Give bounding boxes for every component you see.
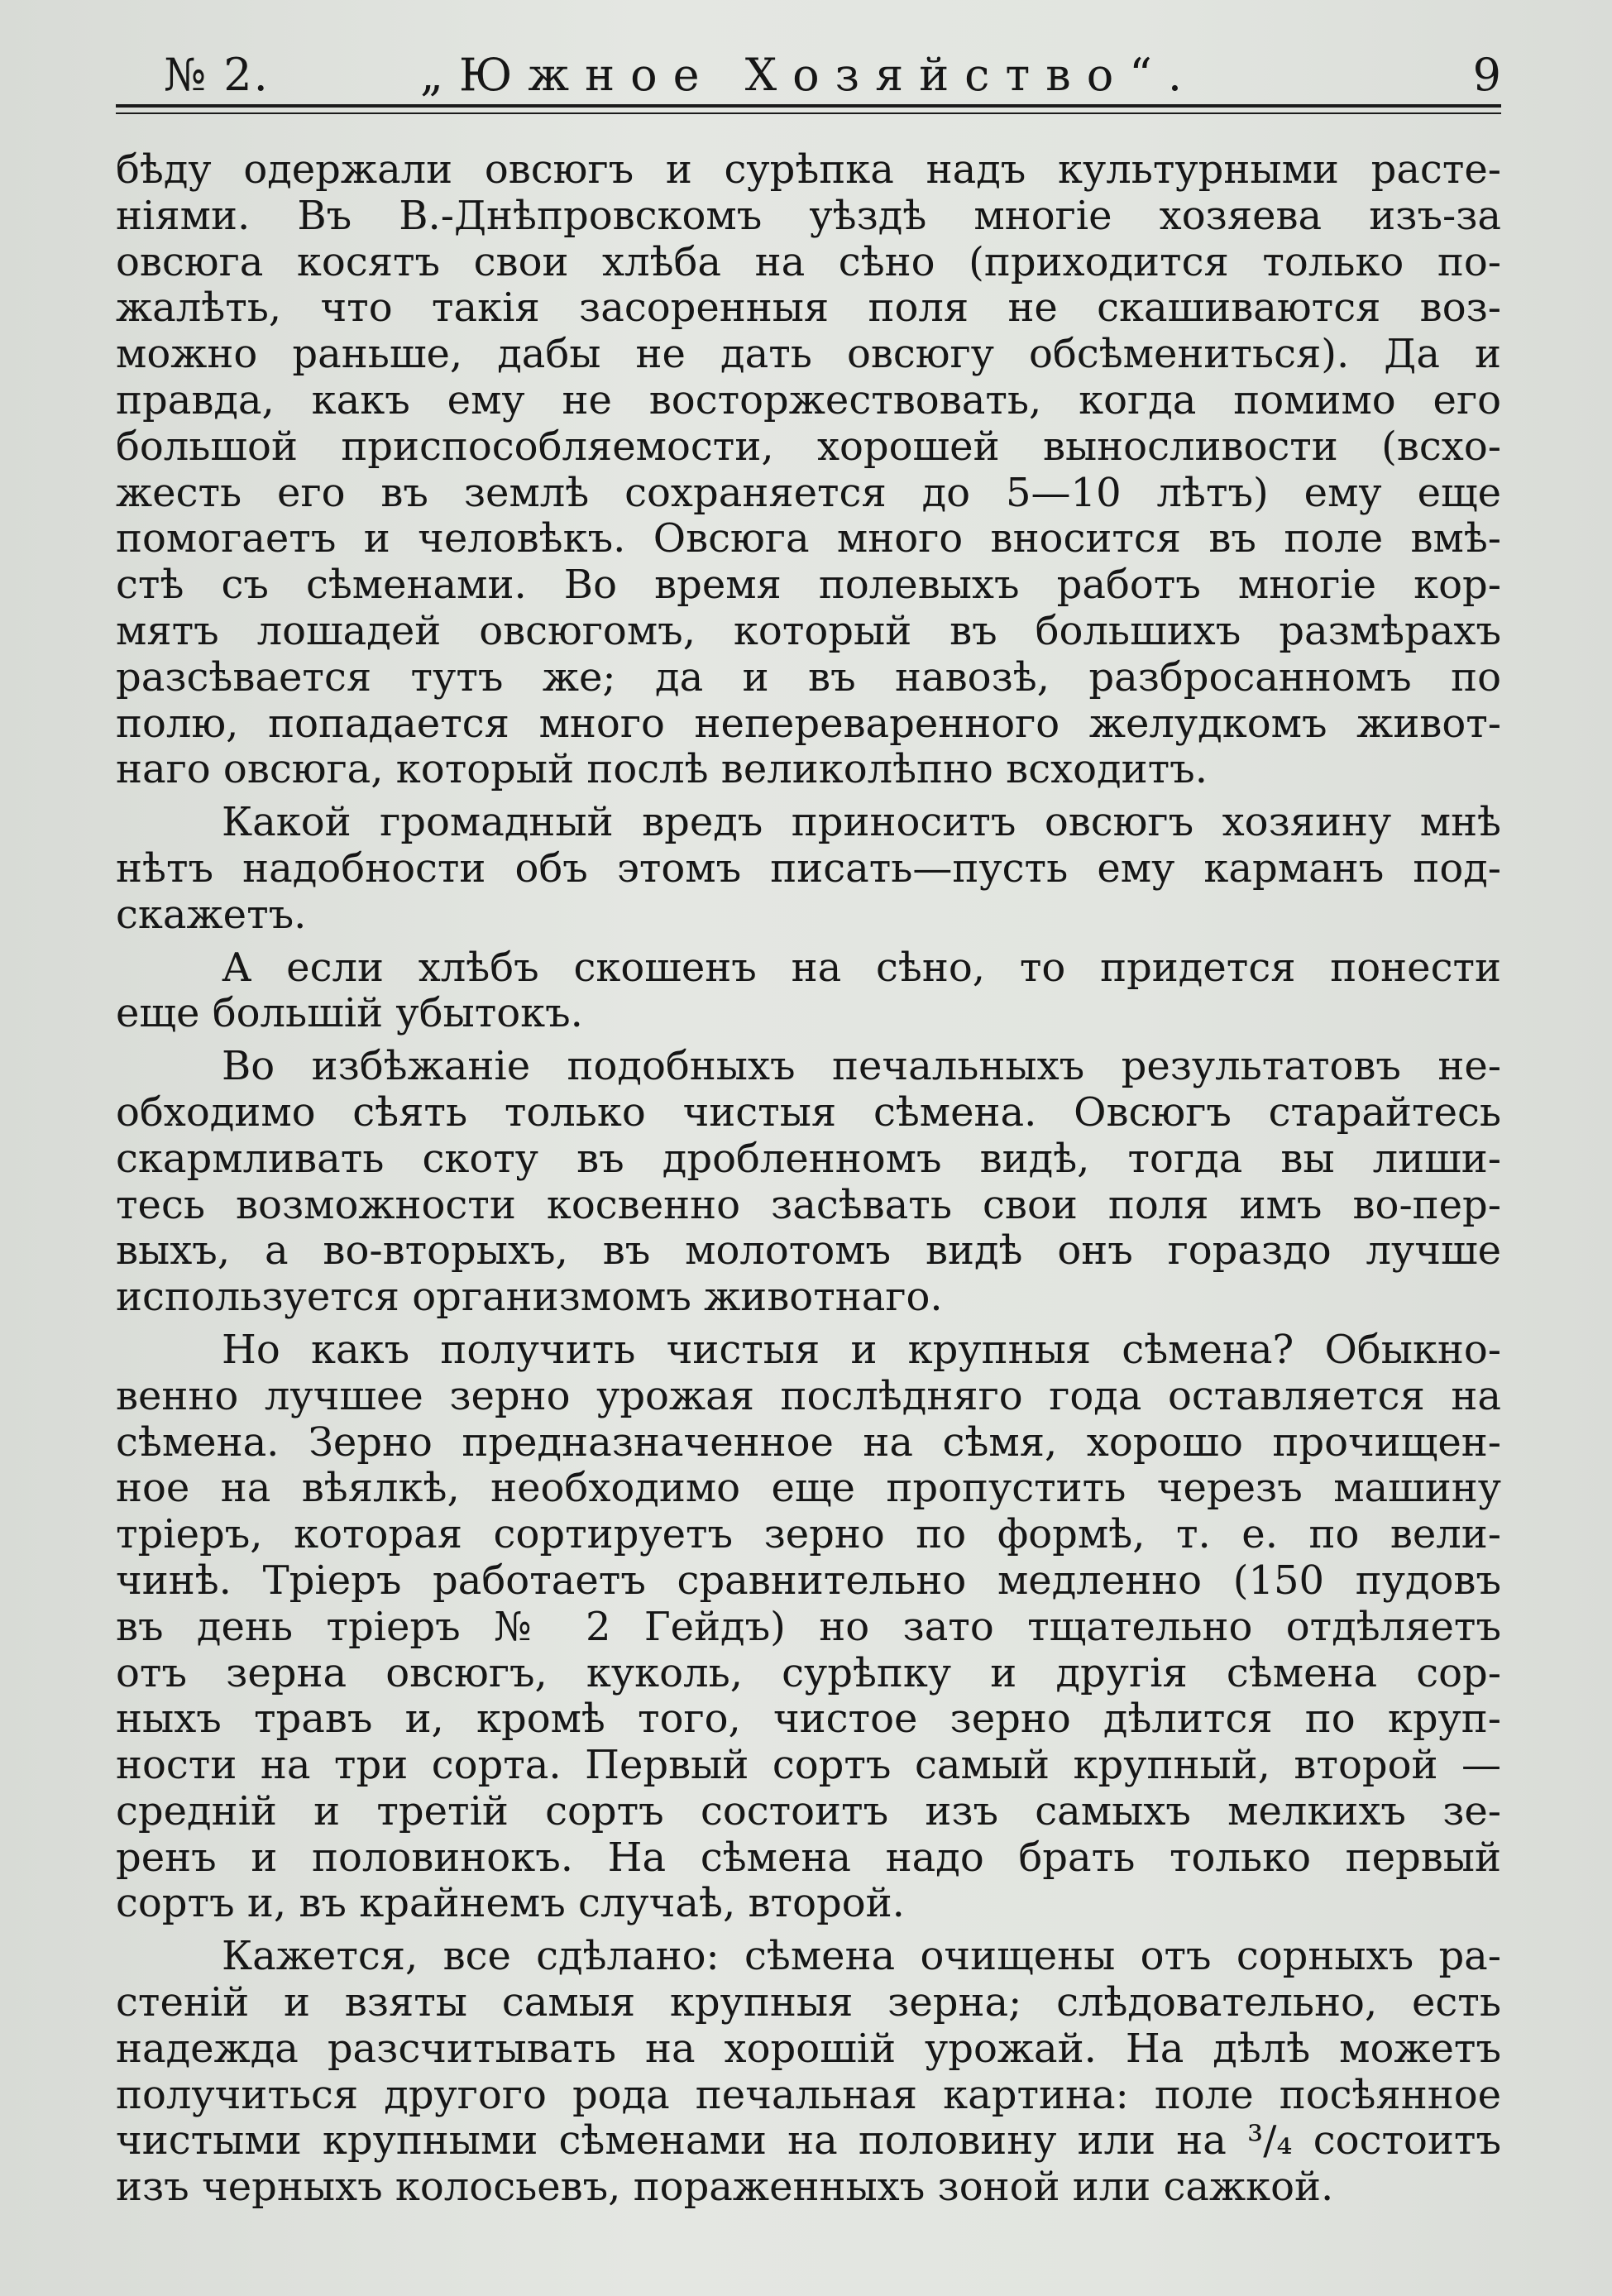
text-line: мятъ лошадей овсюгомъ, который въ большихъ размѣрахъ <box>116 607 1501 654</box>
text-line: разсѣвается тутъ же; да и въ навозѣ, разбросанномъ по <box>116 653 1501 701</box>
text-line: овсюга косятъ свои хлѣба на сѣно (приходится только по- <box>116 238 1501 285</box>
text-line: чинѣ. Тріеръ работаетъ сравнительно медленно (150 пудовъ <box>116 1557 1501 1604</box>
text-line: помогаетъ и человѣкъ. Овсюга много вносится въ поле вмѣ- <box>116 515 1501 562</box>
paragraph <box>116 800 1501 938</box>
text-line: изъ черныхъ колосьевъ, пораженныхъ зоной или сажкой. <box>116 2164 1334 2211</box>
text-line: еще большій убытокъ. <box>116 990 583 1037</box>
text-line: жесть его въ землѣ сохраняется до 5—10 лѣтъ) ему еще <box>116 469 1501 516</box>
paragraph <box>116 945 1501 1038</box>
text-line: сортъ и, въ крайнемъ случаѣ, второй. <box>116 1880 905 1927</box>
text-line: въ день тріеръ № 2 Гейдъ) но зато тщательно отдѣляетъ <box>116 1603 1501 1650</box>
text-line: отъ зерна овсюгъ, куколь, сурѣпку и другія сѣмена сор- <box>116 1649 1501 1696</box>
text-line: ное на вѣялкѣ, необходимо еще пропустить черезъ машину <box>116 1465 1501 1512</box>
text-line: чистыми крупными сѣменами на половину или на ³/₄ состоитъ <box>116 2117 1501 2164</box>
text-line: получиться другого рода печальная картина: поле посѣянное <box>116 2071 1501 2118</box>
text-line: стѣ съ сѣменами. Во время полевыхъ работъ многіе кор- <box>116 562 1501 609</box>
article-body <box>116 147 1501 2211</box>
text-line: надежда разсчитывать на хорошій урожай. На дѣлѣ можетъ <box>116 2025 1501 2072</box>
text-line: Но какъ получить чистыя и крупныя сѣмена? Обыкно- <box>222 1326 1501 1373</box>
text-line: скажетъ. <box>116 891 307 938</box>
header-rule-thin <box>116 112 1501 114</box>
text-line: наго овсюга, который послѣ великолѣпно всходитъ. <box>116 746 1208 793</box>
text-line: венно лучшее зерно урожая послѣдняго года оставляется на <box>116 1372 1501 1419</box>
paragraph <box>116 1934 1501 2211</box>
text-line: средній и третій сортъ состоитъ изъ самыхъ мелкихъ зе- <box>116 1787 1501 1834</box>
text-line: тріеръ, которая сортируетъ зерно по формѣ, т. е. по вели- <box>116 1511 1501 1558</box>
paragraph <box>116 1044 1501 1321</box>
text-line: ніями. Въ В.-Днѣпровскомъ уѣздѣ многіе хозяева изъ-за <box>116 192 1501 239</box>
issue-number: № 2. <box>164 49 270 101</box>
text-line: Кажется, все сдѣлано: сѣмена очищены отъ сорныхъ ра- <box>222 1933 1501 1980</box>
text-line: обходимо сѣять только чистыя сѣмена. Овсюгъ старайтесь <box>116 1088 1501 1136</box>
text-line: жалѣть, что такія засоренныя поля не скашиваются воз- <box>116 285 1501 332</box>
text-line: используется организмомъ животнаго. <box>116 1274 943 1321</box>
text-line: стеній и взяты самыя крупныя зерна; слѣдовательно, есть <box>116 1979 1501 2026</box>
text-line: ренъ и половинокъ. На сѣмена надо брать только первый <box>116 1834 1501 1881</box>
text-line: скармливать скоту въ дробленномъ видѣ, тогда вы лиши- <box>116 1135 1501 1182</box>
journal-title: „Южное Хозяйство“. <box>420 49 1198 101</box>
text-line: большой приспособляемости, хорошей выносливости (всхо- <box>116 423 1501 470</box>
paragraph <box>116 1327 1501 1927</box>
text-line: ности на три сорта. Первый сортъ самый крупный, второй — <box>116 1742 1501 1789</box>
header-rule-thick <box>116 104 1501 108</box>
text-line: бѣду одержали овсюгъ и сурѣпка надъ культурными расте- <box>116 146 1501 193</box>
text-line: правда, какъ ему не восторжествовать, когда помимо его <box>116 376 1501 423</box>
text-line: А если хлѣбъ скошенъ на сѣно, то придется понести <box>222 944 1501 991</box>
text-line: тесь возможности косвенно засѣвать свои поля имъ во-пер- <box>116 1181 1501 1228</box>
paragraph <box>116 147 1501 793</box>
page-number: 9 <box>1472 49 1501 101</box>
text-line: нѣтъ надобности объ этомъ писать—пусть ему карманъ под- <box>116 844 1501 892</box>
text-line: Какой громадный вредъ приноситъ овсюгъ хозяину мнѣ <box>222 799 1501 846</box>
text-line: полю, попадается много непереваренного желудкомъ живот- <box>116 700 1501 747</box>
text-line: выхъ, а во-вторыхъ, въ молотомъ видѣ онъ гораздо лучше <box>116 1227 1501 1275</box>
text-line: ныхъ травъ и, кромѣ того, чистое зерно дѣлится по круп- <box>116 1696 1501 1743</box>
text-line: Во избѣжаніе подобныхъ печальныхъ результатовъ не- <box>222 1043 1501 1090</box>
text-line: можно раньше, дабы не дать овсюгу обсѣмениться). Да и <box>116 331 1501 378</box>
text-line: сѣмена. Зерно предназначенное на сѣмя, хорошо прочищен- <box>116 1418 1501 1466</box>
running-header <box>116 51 1501 99</box>
